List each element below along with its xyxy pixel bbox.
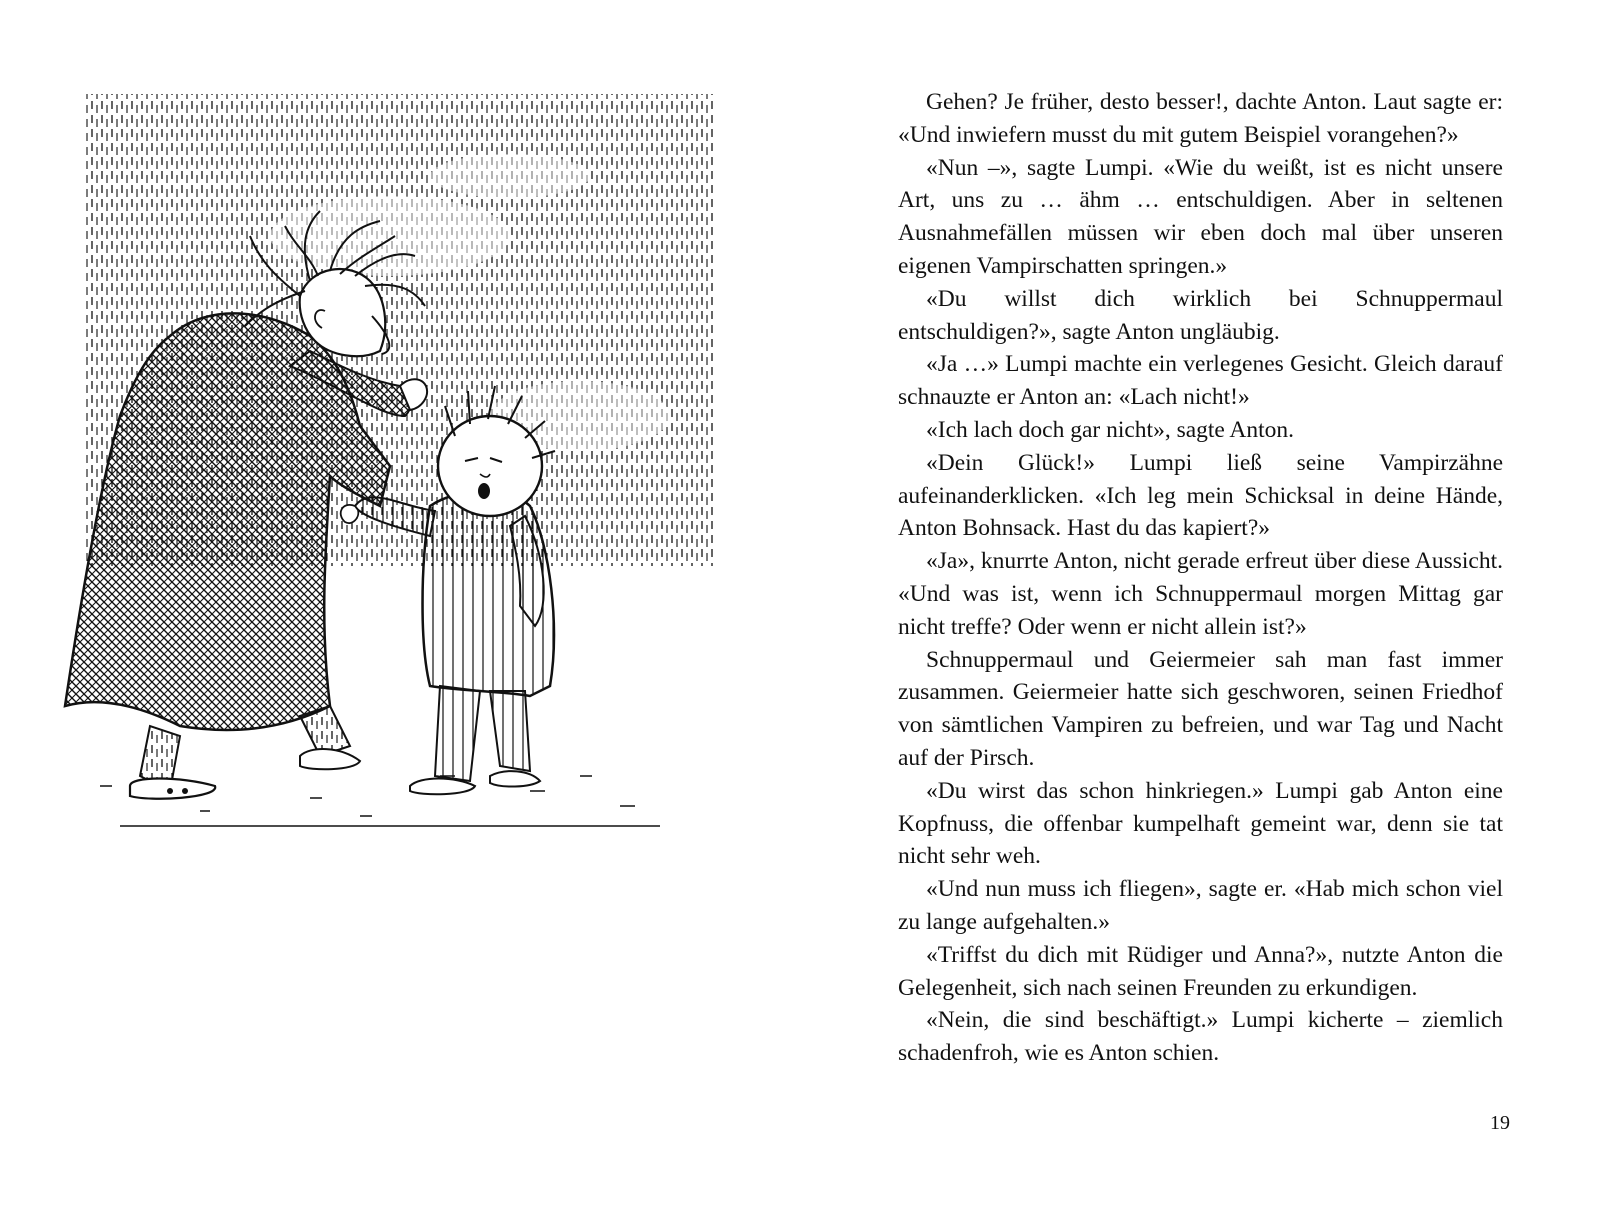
illustration [60,86,740,866]
paragraph: «Du wirst das schon hinkriegen.» Lumpi gab Anton eine Kopfnuss, die offenbar kumpelhaft gemeint war, denn sie tat nicht sehr weh. [898,777,1503,870]
paragraph: «Du willst dich wirklich bei Schnuppermaul entschuldigen?», sagte Anton ungläubig. [898,285,1503,345]
paragraph: «Nein, die sind beschäftigt.» Lumpi kicherte – ziemlich schadenfroh, wie es Anton schien. [898,1007,1503,1067]
illustration-drawing [60,86,740,866]
paragraph: «Nun –», sagte Lumpi. «Wie du weißt, ist es nicht unsere Art, uns zu … ähm … entschuldigen. Aber in seltenen Ausnahmefällen müssen wir eben doch mal über unseren eigenen Vampirschatten springen.» [898,154,1503,279]
mouth [478,483,490,499]
paragraph: «Und nun muss ich fliegen», sagte er. «Hab mich schon viel zu lange aufgehalten.» [898,876,1503,935]
paragraph: «Triffst du dich mit Rüdiger und Anna?», nutzte Anton die Gelegenheit, sich nach seinen Freunden zu erkundigen. [898,941,1503,1001]
background-light-patch [430,154,590,198]
paragraph: «Dein Glück!» Lumpi ließ seine Vampirzähne aufeinanderklicken. «Ich leg mein Schicksal in deine Hände, Anton Bohnsack. Hast du das kapiert?» [898,449,1503,542]
paragraph: «Ja …» Lumpi machte ein verlegenes Gesicht. Gleich darauf schnauzte er Anton an: «Lach nicht!» [898,351,1503,411]
text-column [898,86,1503,1070]
paragraph: Gehen? Je früher, desto besser!, dachte Anton. Laut sagte er: «Und inwiefern musst du mit gutem Beispiel vorangehen?» [898,89,1503,148]
paragraph: «Ja», knurrte Anton, nicht gerade erfreut über diese Aussicht. «Und was ist, wenn ich Schnuppermaul morgen Mittag gar nicht treffe? Oder wenn er nicht allein ist?» [898,548,1503,640]
page-number: 19 [1490,1112,1510,1134]
paragraph: Schnuppermaul und Geiermeier sah man fast immer zusammen. Geiermeier hatte sich geschworen, seinen Friedhof von sämtlichen Vampiren zu befreien, und war Tag und Nacht auf der Pirsch. [898,646,1503,771]
paragraph: «Ich lach doch gar nicht», sagte Anton. [926,416,1295,443]
